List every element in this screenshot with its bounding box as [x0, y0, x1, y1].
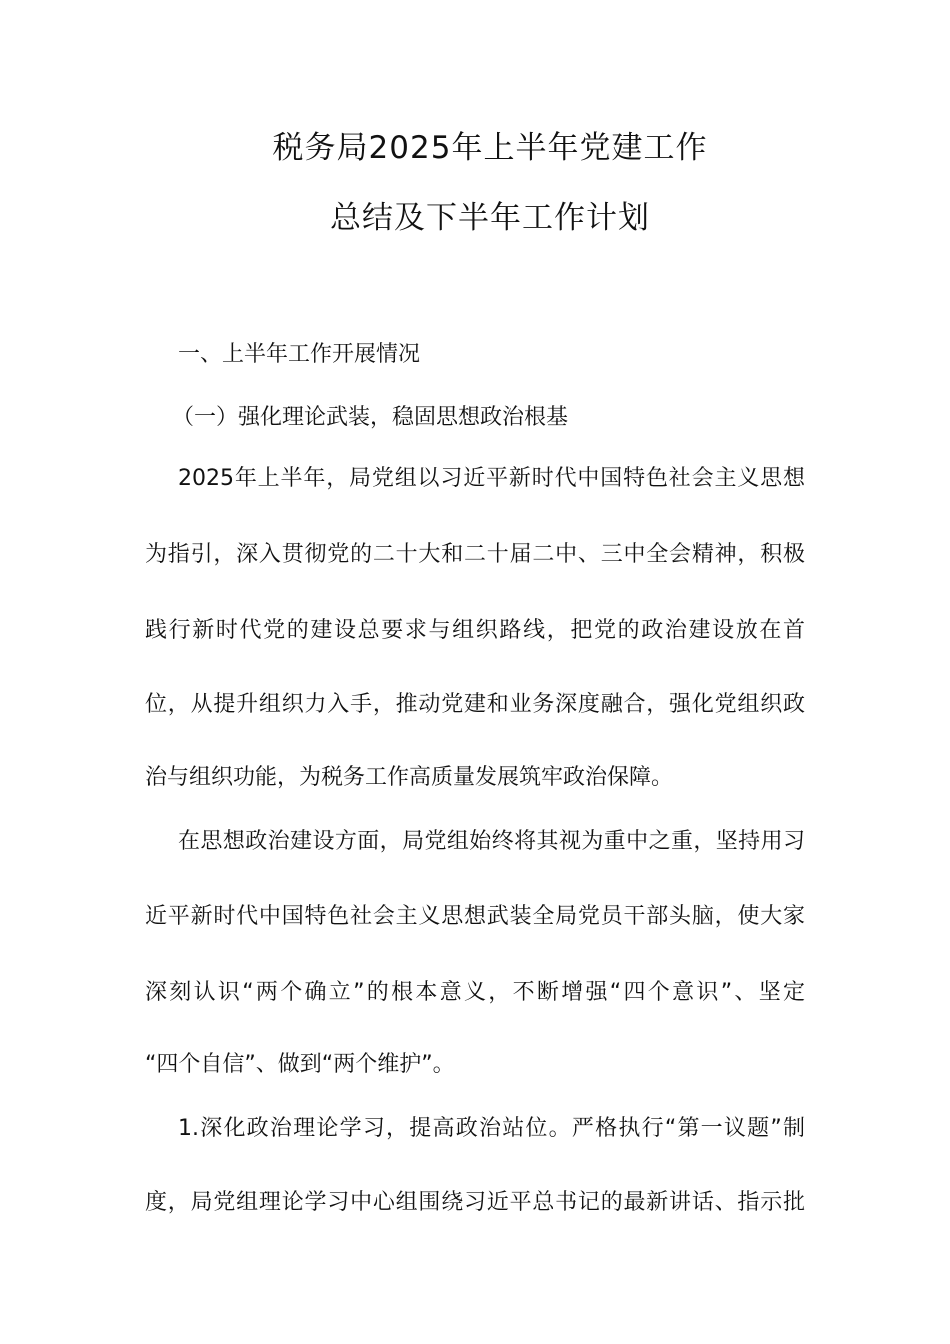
paragraph-line: 践行新时代党的建设总要求与组织路线，把党的政治建设放在首 [145, 618, 805, 643]
paragraph-line: 2025年上半年，局党组以习近平新时代中国特色社会主义思想 [178, 466, 805, 491]
paragraph-line: 为指引，深入贯彻党的二十大和二十届二中、三中全会精神，积极 [145, 542, 805, 567]
document-title-line-1: 税务局2025年上半年党建工作 [272, 130, 708, 166]
subsection-heading: （一）强化理论武装，稳固思想政治根基 [172, 405, 569, 430]
paragraph-line: 度，局党组理论学习中心组围绕习近平总书记的最新讲话、指示批 [145, 1190, 805, 1215]
paragraph-line: 位，从提升组织力入手，推动党建和业务深度融合，强化党组织政 [145, 692, 805, 717]
section-heading: 一、上半年工作开展情况 [178, 342, 421, 367]
document-title-line-2: 总结及下半年工作计划 [330, 200, 650, 236]
paragraph-line: 在思想政治建设方面，局党组始终将其视为重中之重，坚持用习 [178, 829, 805, 854]
paragraph-line: 1.深化政治理论学习，提高政治站位。严格执行“第一议题”制 [178, 1116, 805, 1141]
paragraph-line: 近平新时代中国特色社会主义思想武装全局党员干部头脑，使大家 [145, 904, 805, 929]
paragraph-line: 治与组织功能，为税务工作高质量发展筑牢政治保障。 [145, 765, 674, 790]
paragraph-line: “四个自信”、做到“两个维护”。 [145, 1052, 455, 1077]
paragraph-line: 深刻认识“两个确立”的根本意义，不断增强“四个意识”、坚定 [145, 980, 805, 1005]
